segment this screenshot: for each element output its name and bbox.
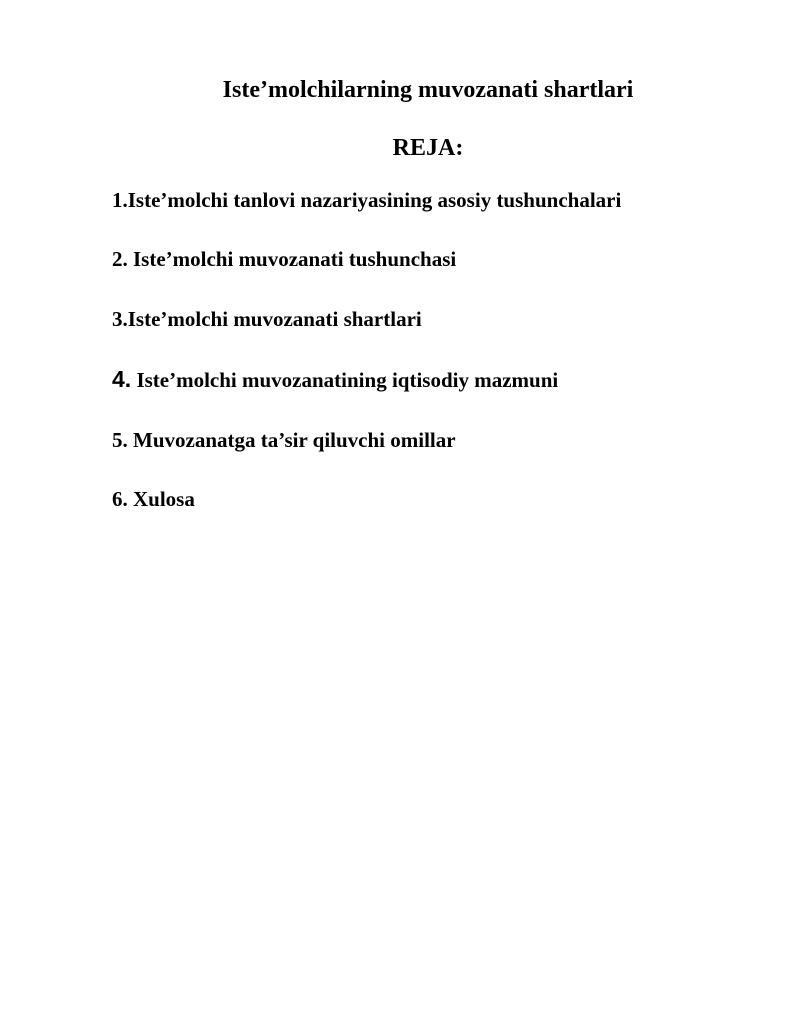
plan-item-text: Iste’molchi muvozanati tushunchasi: [127, 247, 457, 271]
plan-item-3: [112, 304, 422, 334]
plan-item-number: 4.: [112, 366, 132, 392]
plan-item-text: Muvozanatga ta’sir qiluvchi omillar: [127, 428, 456, 452]
plan-item-6: [112, 484, 195, 514]
plan-item-number: 6.: [112, 487, 128, 511]
plan-item-5: [112, 425, 456, 455]
plan-item-number: 1.: [112, 188, 128, 212]
plan-item-number: 2.: [112, 247, 128, 271]
plan-item-number: 5.: [112, 428, 128, 452]
plan-heading: REJA:: [392, 135, 464, 161]
plan-item-2: [112, 244, 456, 274]
document-title: Iste’molchilarning muvozanati shartlari: [222, 77, 634, 103]
plan-item-1: [112, 185, 621, 215]
plan-item-text: Xulosa: [127, 487, 195, 511]
plan-item-text: Iste’molchi tanlovi nazariyasining asosiy tushunchalari: [127, 188, 622, 212]
plan-item-number: 3.: [112, 307, 128, 331]
plan-item-text: Iste’molchi muvozanatining iqtisodiy mazmuni: [131, 368, 559, 392]
plan-item-4: [112, 364, 558, 395]
plan-item-text: Iste’molchi muvozanati shartlari: [127, 307, 422, 331]
